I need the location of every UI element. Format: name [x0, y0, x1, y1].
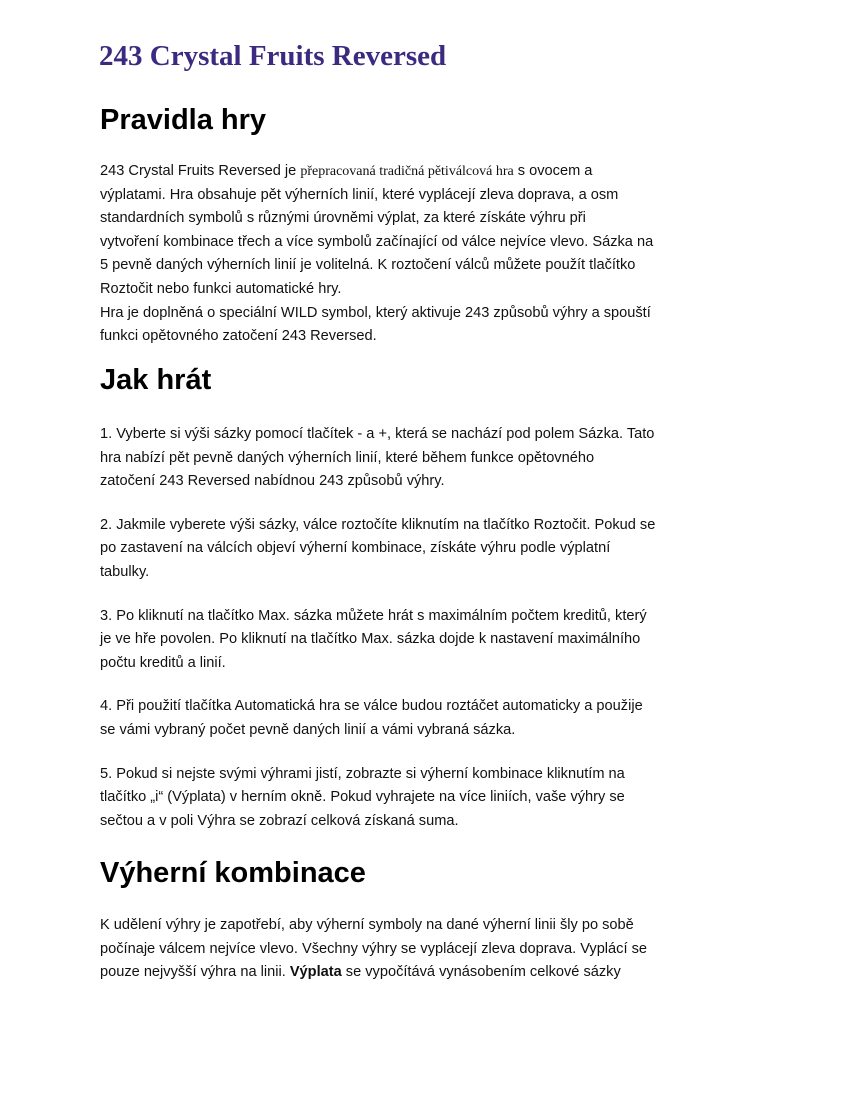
- step-4: [100, 695, 655, 742]
- document-title: 243 Crystal Fruits Reversed: [99, 40, 447, 72]
- text-line: funkci opětovného zatočení 243 Reversed.: [100, 328, 377, 345]
- step-5: [100, 763, 655, 834]
- step-2: [100, 514, 655, 585]
- bold-term: Výplata: [289, 964, 342, 981]
- text-line: tabulky.: [100, 563, 150, 580]
- heading-how-to-play: Jak hrát: [100, 364, 212, 396]
- step-1: [100, 423, 655, 494]
- text-line: počínaje válcem nejvíce vlevo. Všechny výhry se vyplácejí zleva doprava. Vyplácí se: [100, 940, 647, 957]
- text-line: počtu kreditů a linií.: [100, 654, 226, 671]
- text-line: [100, 961, 647, 985]
- step-3: [100, 605, 655, 676]
- combinations-paragraph: [100, 914, 647, 985]
- text-line: 3. Po kliknutí na tlačítko Max. sázka můžete hrát s maximálním počtem kreditů, který: [100, 607, 647, 624]
- how-to-play-steps: [100, 423, 655, 833]
- text-line: je ve hře povolen. Po kliknutí na tlačítko Max. sázka dojde k nastavení maximálního: [100, 631, 641, 648]
- text-line: se vámi vybraný počet pevně daných linií a vámi vybraná sázka.: [100, 721, 516, 738]
- text-line: [100, 160, 653, 184]
- text-line: K udělení výhry je zapotřebí, aby výherní symboly na dané výherní linii šly po sobě: [100, 917, 634, 933]
- text-line: po zastavení na válcích objeví výherní kombinace, získáte výhru podle výplatní: [100, 540, 611, 557]
- text-line: 1. Vyberte si výši sázky pomocí tlačítek - a +, která se nachází pod polem Sázka. Tato: [100, 426, 655, 442]
- text-segment: s ovocem a: [513, 163, 593, 179]
- text-line: 5. Pokud si nejste svými výhrami jistí, zobrazte si výherní kombinace kliknutím na: [100, 765, 625, 782]
- text-line: sečtou a v poli Výhra se zobrazí celková získaná suma.: [100, 812, 459, 829]
- text-segment: 243 Crystal Fruits Reversed je: [100, 163, 301, 179]
- text-line: 2. Jakmile vyberete výši sázky, válce roztočíte kliknutím na tlačítko Roztočit. Pokud se: [100, 516, 656, 533]
- text-line: výplatami. Hra obsahuje pět výherních linií, které vyplácejí zleva doprava, a osm: [100, 186, 619, 203]
- text-segment: se vypočítává vynásobením celkové sázky: [341, 964, 621, 981]
- text-line: Roztočit nebo funkci automatické hry.: [100, 280, 342, 297]
- rules-paragraph: [100, 160, 653, 349]
- heading-rules: Pravidla hry: [100, 104, 267, 136]
- heading-winning-combinations: Výherní kombinace: [100, 857, 366, 889]
- text-line: zatočení 243 Reversed nabídnou 243 způsobů výhry.: [100, 473, 445, 490]
- text-line: tlačítko „i“ (Výplata) v herním okně. Pokud vyhrajete na více liniích, vaše výhry se: [100, 789, 625, 806]
- text-line: hra nabízí pět pevně daných výherních linií, které během funkce opětovného: [100, 449, 595, 466]
- text-line: standardních symbolů s různými úrovněmi výplat, za které získáte výhru při: [100, 210, 586, 227]
- text-line: vytvoření kombinace třech a více symbolů začínající od válce nejvíce vlevo. Sázka na: [100, 233, 654, 250]
- text-line: 5 pevně daných výherních linií je volitelná. K roztočení válců můžete použít tlačítko: [100, 257, 636, 274]
- text-line: Hra je doplněná o speciální WILD symbol, který aktivuje 243 způsobů výhry a spouští: [100, 304, 651, 321]
- text-segment: pouze nejvyšší výhra na linii.: [100, 964, 290, 981]
- text-segment-serif: přepracovaná tradičná pětiválcová hra: [300, 164, 514, 179]
- text-line: 4. Při použití tlačítka Automatická hra se válce budou roztáčet automaticky a použije: [100, 698, 643, 715]
